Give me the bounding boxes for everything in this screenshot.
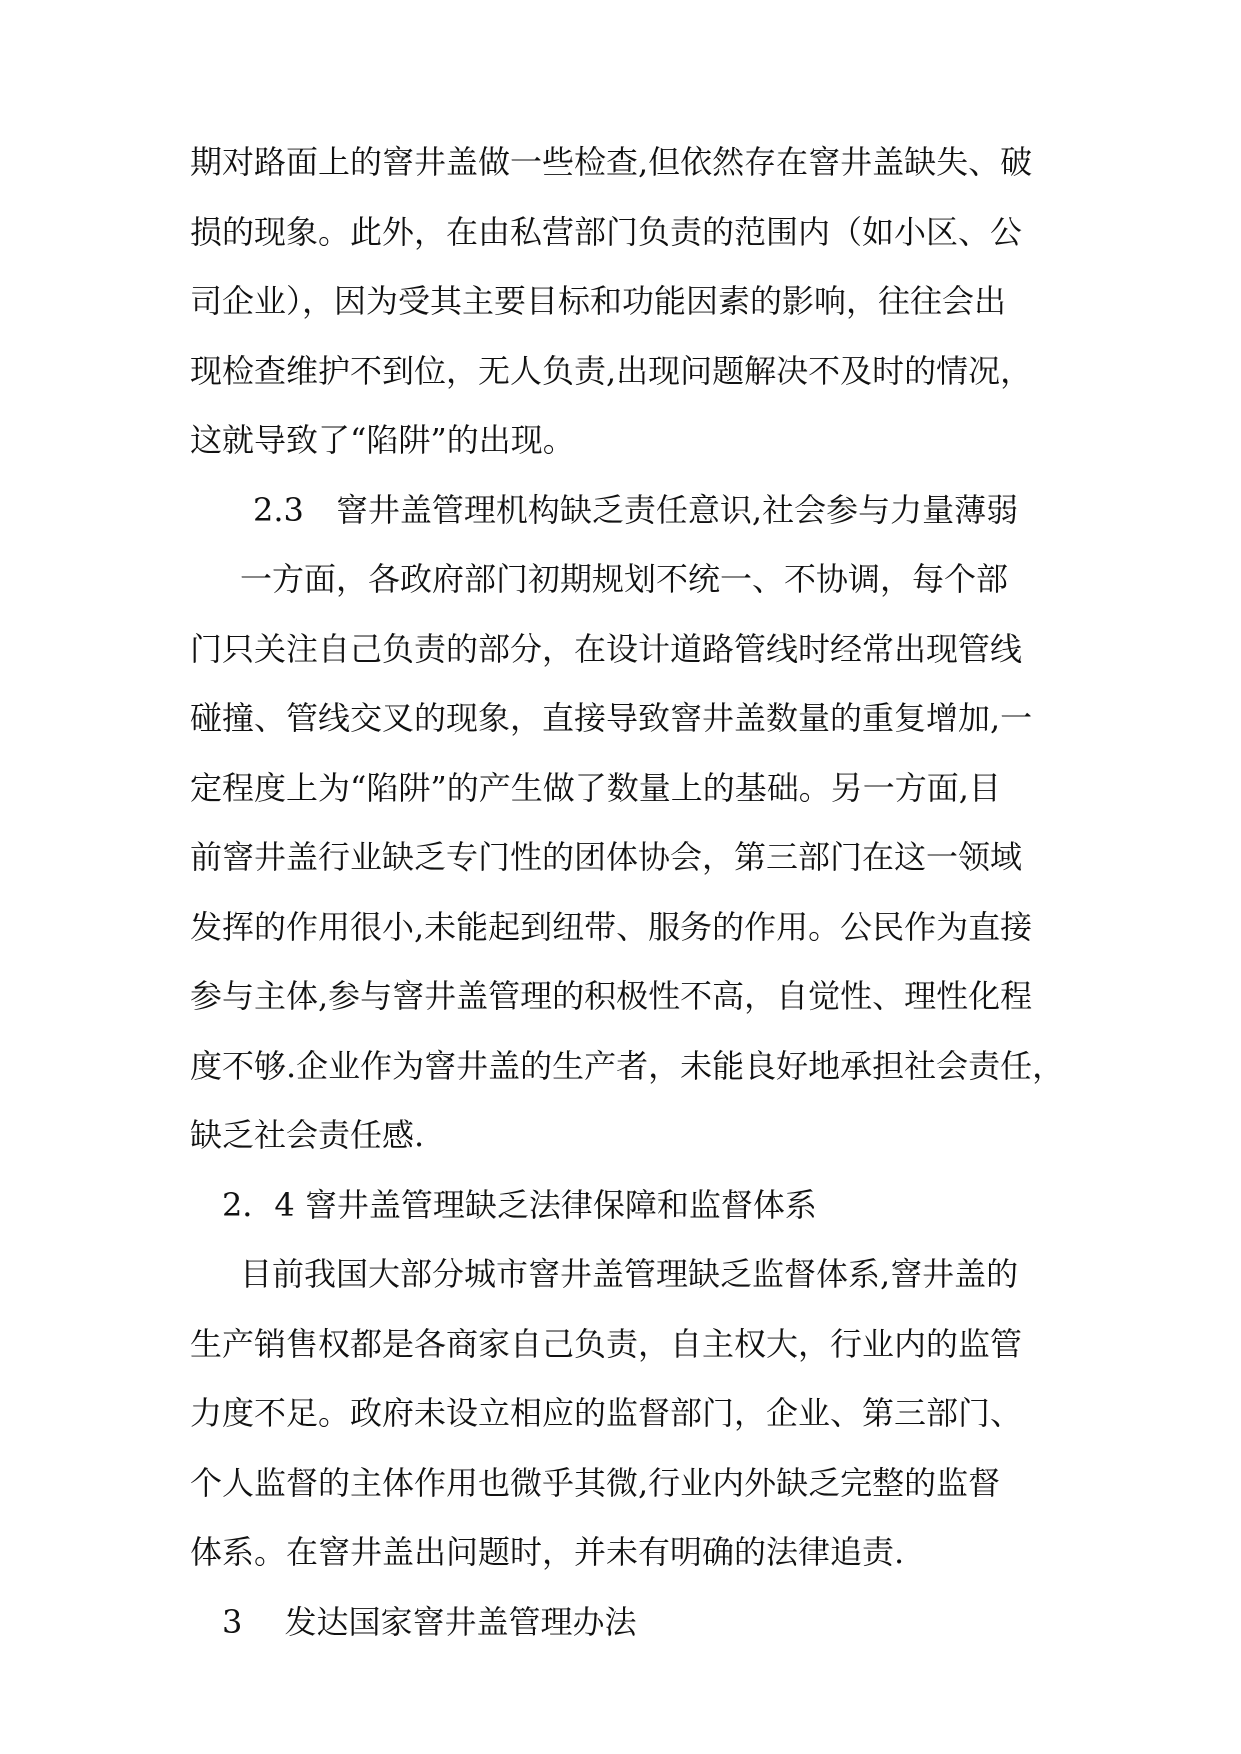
- paragraph-line: 定程度上为“陷阱”的产生做了数量上的基础。另一方面,目: [190, 768, 1001, 807]
- paragraph-line: 体系。在窨井盖出问题时，并未有明确的法律追责.: [190, 1533, 905, 1571]
- paragraph-line: 个人监督的主体作用也微乎其微,行业内外缺乏完整的监督: [190, 1463, 1001, 1502]
- paragraph-line: 现检查维护不到位，无人负责,出现问题解决不及时的情况，: [190, 351, 1033, 390]
- section-heading-3: 3 发达国家窨井盖管理办法: [222, 1602, 637, 1641]
- paragraph-line: 生产销售权都是各商家自己负责，自主权大，行业内的监管: [190, 1324, 1023, 1363]
- section-heading-2-4: 2．4 窨井盖管理缺乏法律保障和监督体系: [222, 1185, 817, 1224]
- paragraph-line: 度不够.企业作为窨井盖的生产者，未能良好地承担社会责任，: [190, 1046, 1065, 1085]
- paragraph-line: 缺乏社会责任感.: [190, 1116, 425, 1154]
- paragraph-line: 期对路面上的窨井盖做一些检查,但依然存在窨井盖缺失、破: [190, 143, 1033, 181]
- paragraph-line: 力度不足。政府未设立相应的监督部门，企业、第三部门、: [190, 1394, 1023, 1432]
- paragraph-line: 碰撞、管线交叉的现象，直接导致窨井盖数量的重复增加,一: [190, 699, 1033, 737]
- paragraph-line: 目前我国大部分城市窨井盖管理缺乏监督体系,窨井盖的: [240, 1255, 1019, 1293]
- paragraph-line: 司企业），因为受其主要目标和功能因素的影响，往往会出: [190, 282, 1007, 320]
- paragraph-line: 门只关注自己负责的部分，在设计道路管线时经常出现管线: [190, 629, 1023, 668]
- paragraph-line: 一方面，各政府部门初期规划不统一、不协调，每个部: [240, 560, 1009, 598]
- section-heading-2-3: 2.3 窨井盖管理机构缺乏责任意识,社会参与力量薄弱: [253, 490, 1019, 529]
- paragraph-line: 发挥的作用很小,未能起到纽带、服务的作用。公民作为直接: [190, 907, 1033, 946]
- paragraph-line: 参与主体,参与窨井盖管理的积极性不高，自觉性、理性化程: [190, 977, 1033, 1015]
- paragraph-line: 这就导致了“陷阱”的出现。: [190, 421, 575, 459]
- paragraph-line: 前窨井盖行业缺乏专门性的团体协会，第三部门在这一领域: [190, 838, 1023, 876]
- paragraph-line: 损的现象。此外，在由私营部门负责的范围内（如小区、公: [190, 212, 1023, 251]
